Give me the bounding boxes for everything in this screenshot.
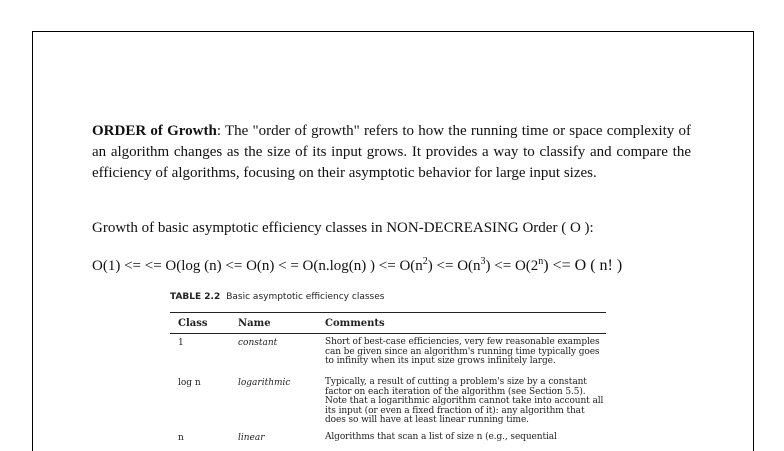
order-chain-sup-2: 3 (480, 256, 486, 267)
table-row-3-class: n (178, 433, 184, 443)
order-chain-line (92, 255, 732, 277)
order-chain-part-3: ) <= O(2 (485, 258, 539, 274)
order-chain-part-1: O(1) <= <= O(log (n) <= O(n) < = O(n.log(n) ) <= O(n (92, 258, 423, 274)
order-of-growth-term: ORDER of Growth (92, 123, 217, 139)
order-of-growth-definition: : The "order of growth" refers to how the running time or space complexity of an algorithm changes as the size of its input grows. It provides a way to classify and compare the efficiency of algorithms, focusing on their asymptotic behavior for large input sizes. (92, 123, 691, 181)
order-chain-part-2: ) <= O(n (427, 258, 481, 274)
table-caption (170, 292, 384, 302)
table-row-3-comment: Algorithms that scan a list of size n (e.g., sequential (325, 432, 557, 442)
order-chain-sup-1: 2 (422, 256, 428, 267)
table-header-name: Name (238, 318, 271, 329)
order-chain-part-4: ) <= O ( n! ) (543, 257, 623, 274)
table-row-1-name: constant (238, 338, 278, 348)
table-header-comments: Comments (325, 318, 385, 329)
table-caption-label: TABLE 2.2 (170, 292, 221, 302)
table-caption-text: Basic asymptotic efficiency classes (226, 292, 385, 302)
growth-classes-heading: Growth of basic asymptotic efficiency classes in NON-DECREASING Order ( O ): (92, 220, 594, 236)
table-row-2-name: logarithmic (238, 378, 291, 388)
table-row-3-name: linear (238, 433, 265, 443)
table-row-2-class: log n (178, 378, 201, 388)
table-row-1-comment: Short of best-case efficiencies, very few reasonable examples can be given since an algorithm's running time typically goes to infinity when its input size grows infinitely large. (325, 337, 600, 366)
table-row-2-comment: Typically, a result of cutting a problem's size by a constant factor on each iteration of the algorithm (see Section 5.5). Note that a logarithmic algorithm cannot take into account all its input (or even a fixed fraction of it): any algorithm that does so will have at least linear running time. (325, 377, 604, 425)
order-chain-sup-3: n (538, 256, 544, 267)
efficiency-classes-table-image (168, 292, 608, 441)
table-row-1-class: 1 (178, 338, 184, 348)
table-header-rule (170, 333, 606, 334)
table-top-rule (170, 312, 606, 313)
table-header-class: Class (178, 318, 208, 329)
order-of-growth-paragraph (92, 121, 691, 184)
